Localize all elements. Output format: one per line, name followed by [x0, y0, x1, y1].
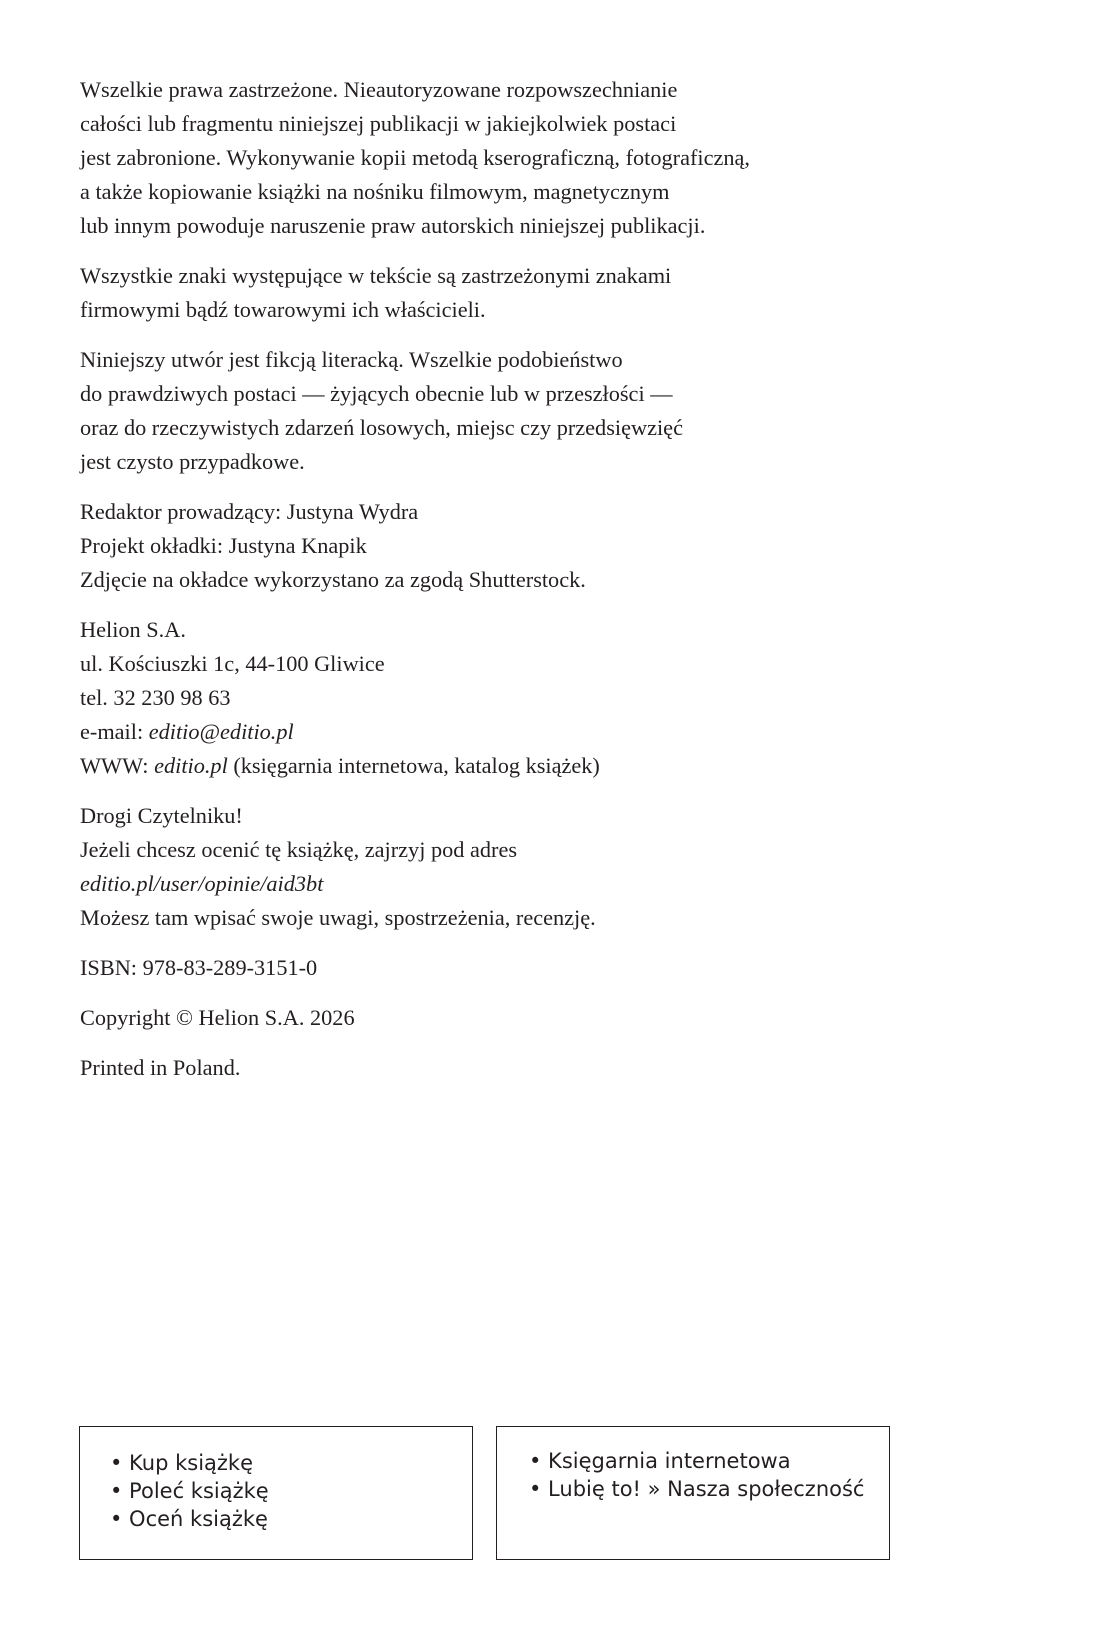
copyright-page-text [80, 73, 980, 1101]
recommend-book-link[interactable]: • Poleć książkę [110, 1479, 269, 1503]
email-label: e-mail: [80, 719, 149, 744]
reader-prompt: Jeżeli chcesz ocenić tę książkę, zajrzyj pod adres [80, 837, 518, 862]
fiction-line: oraz do rzeczywistych zdarzeń losowych, miejsc czy przedsięwzięć [80, 415, 683, 440]
publisher-email-line [80, 715, 980, 749]
rights-line: jest zabronione. Wykonywanie kopii metodą kserograficzną, fotograficzną, [80, 145, 750, 170]
email-link[interactable]: editio@editio.pl [148, 719, 294, 744]
fiction-line: jest czysto przypadkowe. [80, 449, 305, 474]
isbn [80, 951, 980, 985]
rights-notice [80, 73, 980, 243]
buy-book-link[interactable]: • Kup książkę [110, 1451, 254, 1475]
copyright-text: Copyright © Helion S.A. 2026 [80, 1005, 355, 1030]
rights-line: całości lub fragmentu niniejszej publikacji w jakiejkolwiek postaci [80, 111, 677, 136]
trademark-line: Wszystkie znaki występujące w tekście są zastrzeżonymi znakami [80, 263, 672, 288]
rights-line: lub innym powoduje naruszenie praw autorskich niniejszej publikacji. [80, 213, 706, 238]
reader-note [80, 799, 980, 935]
publisher-address: ul. Kościuszki 1c, 44-100 Gliwice [80, 651, 385, 676]
rights-line: a także kopiowanie książki na nośniku filmowym, magnetycznym [80, 179, 670, 204]
printed-in [80, 1051, 980, 1085]
credits [80, 495, 980, 597]
publisher-info [80, 613, 980, 783]
trademark-line: firmowymi bądź towarowymi ich właścicieli. [80, 297, 486, 322]
book-links-box [79, 1426, 473, 1560]
fiction-disclaimer [80, 343, 980, 479]
reader-note-text: Możesz tam wpisać swoje uwagi, spostrzeżenia, recenzję. [80, 905, 596, 930]
publisher-www-line [80, 749, 980, 783]
rights-line: Wszelkie prawa zastrzeżone. Nieautoryzowane rozpowszechnianie [80, 77, 678, 102]
www-link[interactable]: editio.pl [154, 753, 228, 778]
publisher-name: Helion S.A. [80, 617, 186, 642]
online-bookstore-link[interactable]: • Księgarnia internetowa [529, 1449, 791, 1473]
printed-in-text: Printed in Poland. [80, 1055, 241, 1080]
store-links-box [496, 1426, 890, 1560]
community-link[interactable]: • Lubię to! » Nasza społeczność [529, 1477, 865, 1501]
trademark-notice [80, 259, 980, 327]
copyright [80, 1001, 980, 1035]
fiction-line: Niniejszy utwór jest fikcją literacką. Wszelkie podobieństwo [80, 347, 623, 372]
rate-book-link[interactable]: • Oceń książkę [110, 1507, 268, 1531]
reader-greeting: Drogi Czytelniku! [80, 803, 243, 828]
cover-photo-credit: Zdjęcie na okładce wykorzystano za zgodą Shutterstock. [80, 567, 586, 592]
www-note: (księgarnia internetowa, katalog książek) [227, 753, 600, 778]
cover-design-credit: Projekt okładki: Justyna Knapik [80, 533, 367, 558]
fiction-line: do prawdziwych postaci — żyjących obecnie lub w przeszłości — [80, 381, 673, 406]
review-url-link[interactable]: editio.pl/user/opinie/aid3bt [80, 871, 324, 896]
isbn-text: ISBN: 978-83-289-3151-0 [80, 955, 318, 980]
www-label: WWW: [80, 753, 155, 778]
editor-credit: Redaktor prowadzący: Justyna Wydra [80, 499, 419, 524]
publisher-phone: tel. 32 230 98 63 [80, 685, 231, 710]
